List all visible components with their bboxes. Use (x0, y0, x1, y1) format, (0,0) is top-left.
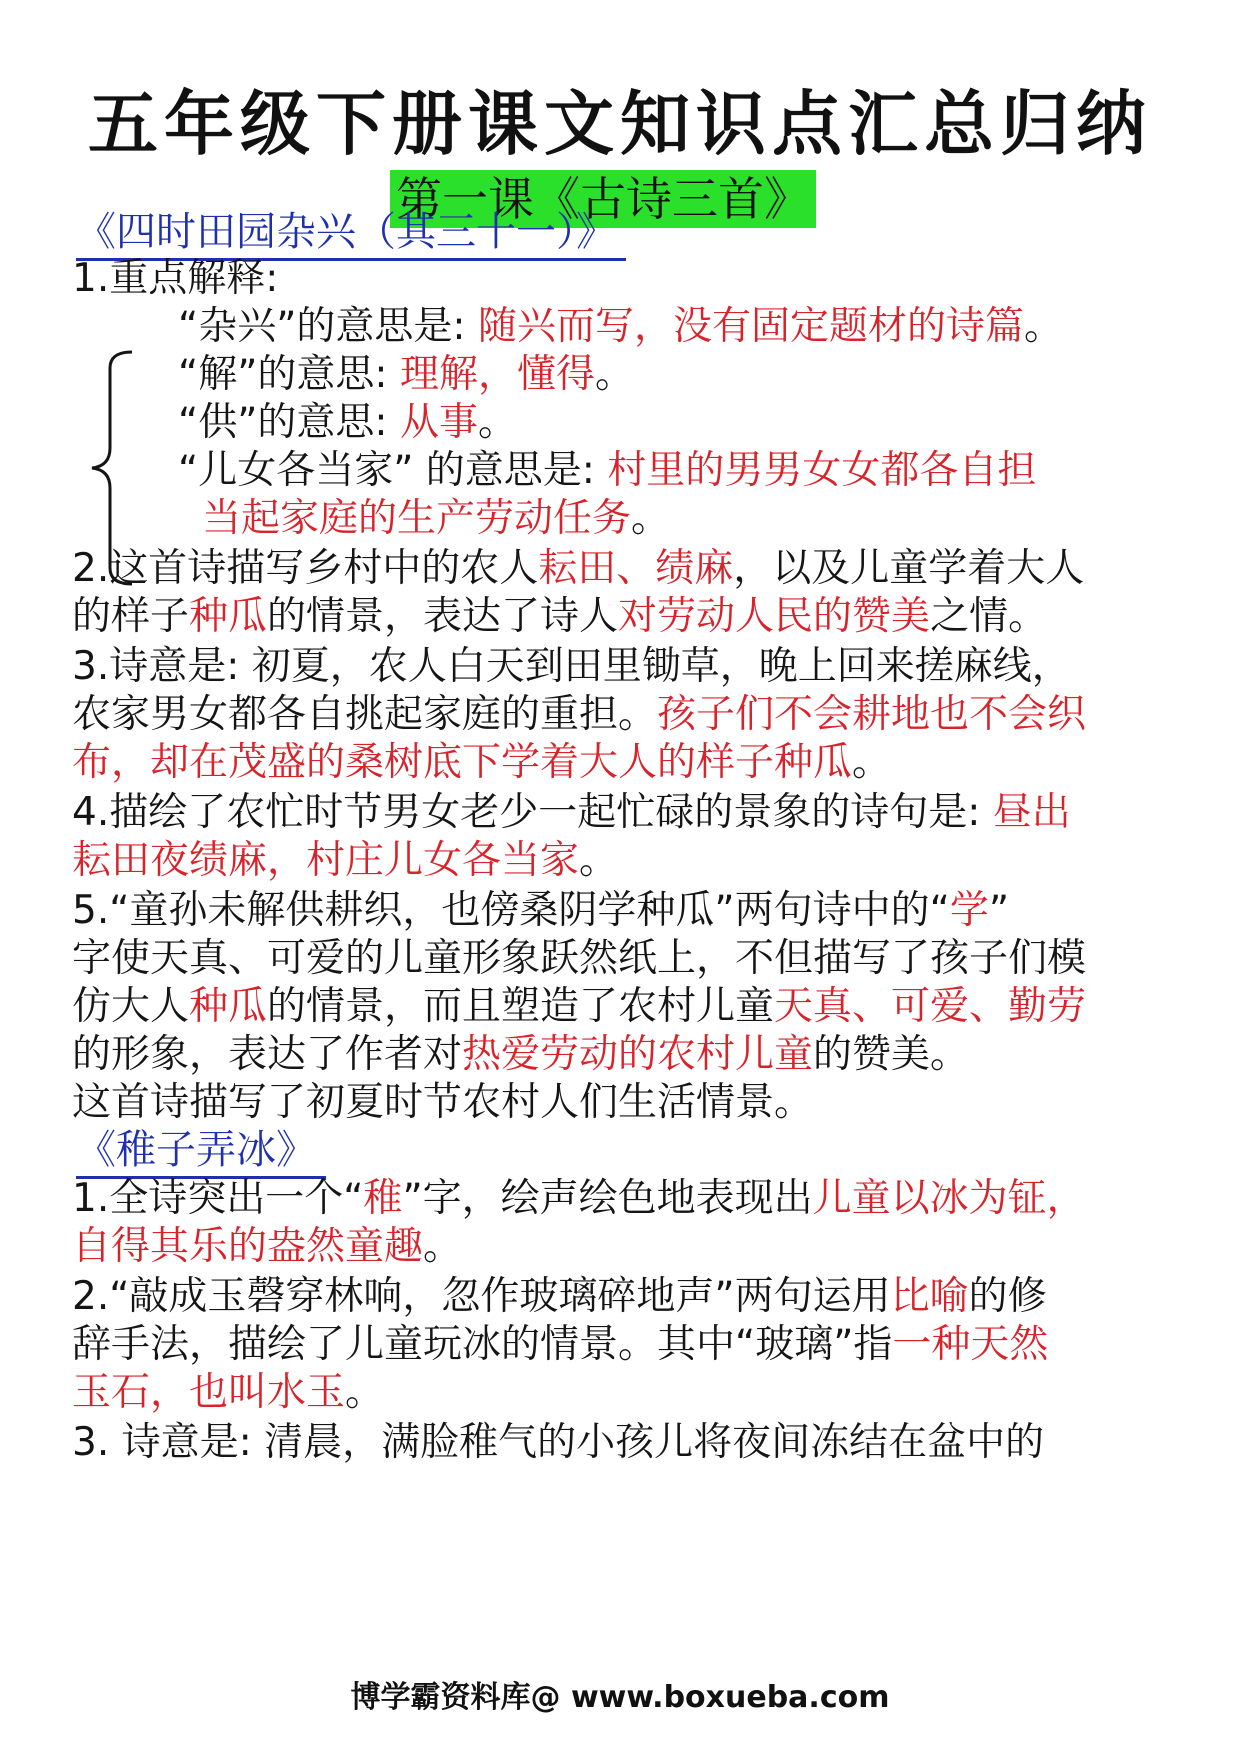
definition-item-continued: 当起家庭的生产劳动任务。 (202, 496, 671, 541)
key-explanation-heading: 1.重点解释: (72, 256, 279, 301)
paragraph-line: 的形象，表达了作者对热爱劳动的农村儿童的赞美。 (72, 1032, 970, 1077)
paragraph-line: 农家男女都各自挑起家庭的重担。孩子们不会耕地也不会织 (72, 692, 1087, 737)
footer-watermark: 博学霸资料库@ www.boxueba.com (350, 1680, 890, 1715)
paragraph-line: 玉石，也叫水玉。 (72, 1370, 385, 1415)
definition-item: “解”的意思: 理解，懂得。 (178, 352, 634, 397)
paragraph-line: 布，却在茂盛的桑树底下学着大人的样子种瓜。 (72, 740, 892, 785)
definition-item: “杂兴”的意思是: 随兴而写，没有固定题材的诗篇。 (178, 304, 1063, 349)
poem1-title: 《四时田园杂兴（其三十一）》 (76, 206, 626, 261)
paragraph-line: 自得其乐的盎然童趣。 (72, 1224, 463, 1269)
paragraph-line: 3. 诗意是: 清晨，满脸稚气的小孩儿将夜间冻结在盆中的 (72, 1420, 1045, 1465)
paragraph-line: 2.“敲成玉磬穿林响，忽作玻璃碎地声”两句运用比喻的修 (72, 1274, 1047, 1319)
definition-item: “儿女各当家” 的意思是: 村里的男男女女都各自担 (178, 448, 1037, 493)
definition-item: “供”的意思: 从事。 (178, 400, 517, 445)
paragraph-line: 5.“童孙未解供耕织，也傍桑阴学种瓜”两句诗中的“学” (72, 888, 1010, 933)
paragraph-line: 的样子种瓜的情景，表达了诗人对劳动人民的赞美之情。 (72, 594, 1048, 639)
lesson-heading: 第一课《古诗三首》 (390, 170, 816, 228)
paragraph-line: 耘田夜绩麻，村庄儿女各当家。 (72, 838, 619, 883)
paragraph-line: 4.描绘了农忙时节男女老少一起忙碌的景象的诗句是: 昼出 (72, 790, 1071, 835)
paragraph-line: 1.全诗突出一个“稚”字，绘声绘色地表现出儿童以冰为钲， (72, 1176, 1086, 1221)
paragraph-line: 3.诗意是: 初夏，农人白天到田里锄草，晚上回来搓麻线， (72, 644, 1071, 689)
paragraph-line: 这首诗描写了初夏时节农村人们生活情景。 (72, 1080, 814, 1125)
paragraph-line: 仿大人种瓜的情景，而且塑造了农村儿童天真、可爱、勤劳 (72, 984, 1087, 1029)
poem2-title: 《稚子弄冰》 (76, 1124, 326, 1179)
paragraph-line: 辞手法，描绘了儿童玩冰的情景。其中“玻璃”指一种天然 (72, 1322, 1049, 1367)
page-title: 五年级下册课文知识点汇总归纳 (88, 82, 1152, 165)
paragraph-line: 2.这首诗描写乡村中的农人耘田、绩麻，以及儿童学着大人 (72, 546, 1085, 591)
paragraph-line: 字使天真、可爱的儿童形象跃然纸上，不但描写了孩子们模 (72, 936, 1087, 981)
